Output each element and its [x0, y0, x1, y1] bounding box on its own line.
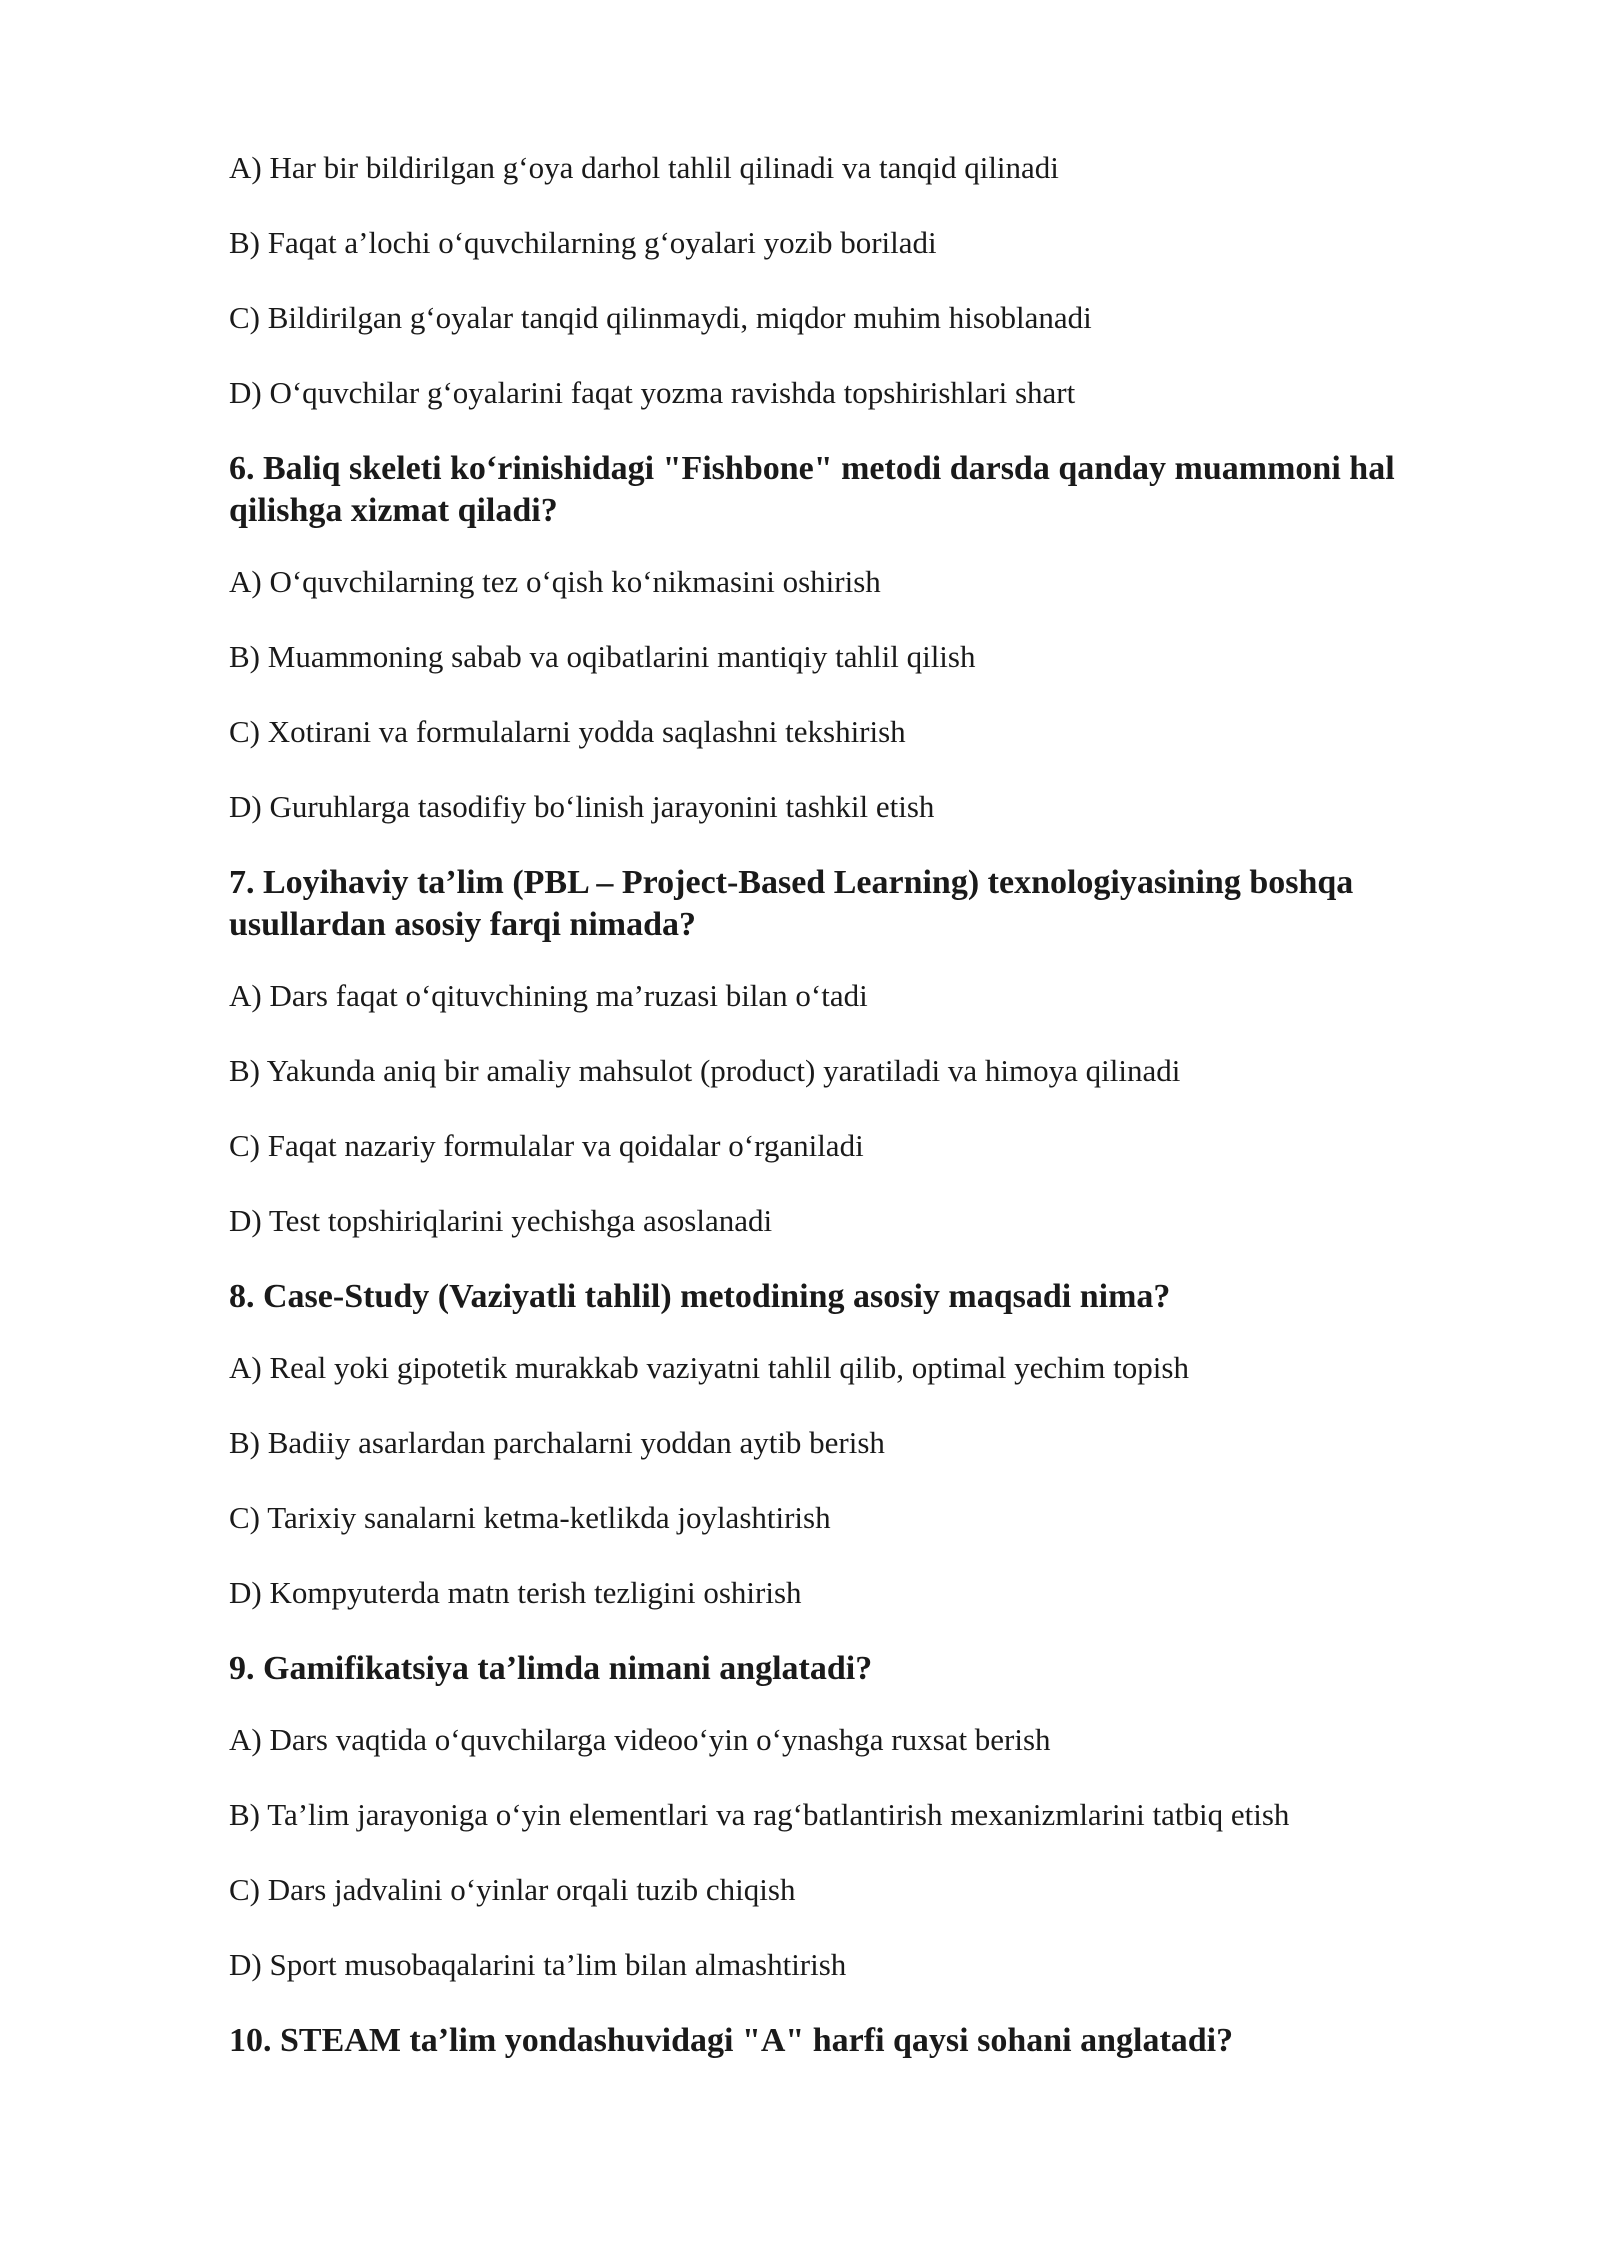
question-10	[229, 2020, 1499, 2062]
option-c: C) Bildirilgan g‘oyalar tanqid qilinmaydi, miqdor muhim hisoblanadi	[229, 300, 1092, 335]
option-a: A) Dars vaqtida o‘quvchilarga videoo‘yin o‘ynashga ruxsat berish	[229, 1722, 1051, 1757]
option-d: D) Guruhlarga tasodifiy bo‘linish jarayonini tashkil etish	[229, 789, 935, 824]
question-title: 6. Baliq skeleti ko‘rinishidagi "Fishbone" metodi darsda qanday muammoni hal qilishga xizmat qiladi?	[229, 450, 1395, 529]
option-b: B) Ta’lim jarayoniga o‘yin elementlari va rag‘batlantirish mexanizmlarini tatbiq etish	[229, 1797, 1290, 1832]
option-a: A) O‘quvchilarning tez o‘qish ko‘nikmasini oshirish	[229, 564, 881, 599]
option-b: B) Yakunda aniq bir amaliy mahsulot (product) yaratiladi va himoya qilinadi	[229, 1053, 1181, 1088]
question-8	[229, 1276, 1499, 1613]
question-9	[229, 1648, 1499, 1985]
question-5-options	[229, 148, 1499, 413]
question-title: 7. Loyihaviy ta’lim (PBL – Project-Based Learning) texnologiyasining boshqa usullardan asosiy farqi nimada?	[229, 864, 1354, 943]
option-a: A) Dars faqat o‘qituvchining ma’ruzasi bilan o‘tadi	[229, 978, 868, 1013]
question-title: 8. Case-Study (Vaziyatli tahlil) metodining asosiy maqsadi nima?	[229, 1278, 1171, 1315]
option-d: D) Sport musobaqalarini ta’lim bilan almashtirish	[229, 1947, 847, 1982]
option-c: C) Tarixiy sanalarni ketma-ketlikda joylashtirish	[229, 1500, 831, 1535]
question-6	[229, 448, 1499, 827]
question-title: 10. STEAM ta’lim yondashuvidagi "A" harfi qaysi sohani anglatadi?	[229, 2022, 1234, 2059]
option-c: C) Dars jadvalini o‘yinlar orqali tuzib chiqish	[229, 1872, 796, 1907]
question-title: 9. Gamifikatsiya ta’limda nimani anglatadi?	[229, 1650, 873, 1687]
option-b: B) Faqat a’lochi o‘quvchilarning g‘oyalari yozib boriladi	[229, 225, 937, 260]
option-d: D) Kompyuterda matn terish tezligini oshirish	[229, 1575, 802, 1610]
option-d: D) Test topshiriqlarini yechishga asoslanadi	[229, 1203, 773, 1238]
option-a: A) Real yoki gipotetik murakkab vaziyatni tahlil qilib, optimal yechim topish	[229, 1350, 1189, 1385]
document-page	[229, 148, 1499, 2092]
option-b: B) Badiiy asarlardan parchalarni yoddan aytib berish	[229, 1425, 885, 1460]
option-b: B) Muammoning sabab va oqibatlarini mantiqiy tahlil qilish	[229, 639, 976, 674]
question-7	[229, 862, 1499, 1241]
option-c: C) Faqat nazariy formulalar va qoidalar o‘rganiladi	[229, 1128, 864, 1163]
option-c: C) Xotirani va formulalarni yodda saqlashni tekshirish	[229, 714, 906, 749]
option-a: A) Har bir bildirilgan g‘oya darhol tahlil qilinadi va tanqid qilinadi	[229, 150, 1059, 185]
option-d: D) O‘quvchilar g‘oyalarini faqat yozma ravishda topshirishlari shart	[229, 375, 1076, 410]
